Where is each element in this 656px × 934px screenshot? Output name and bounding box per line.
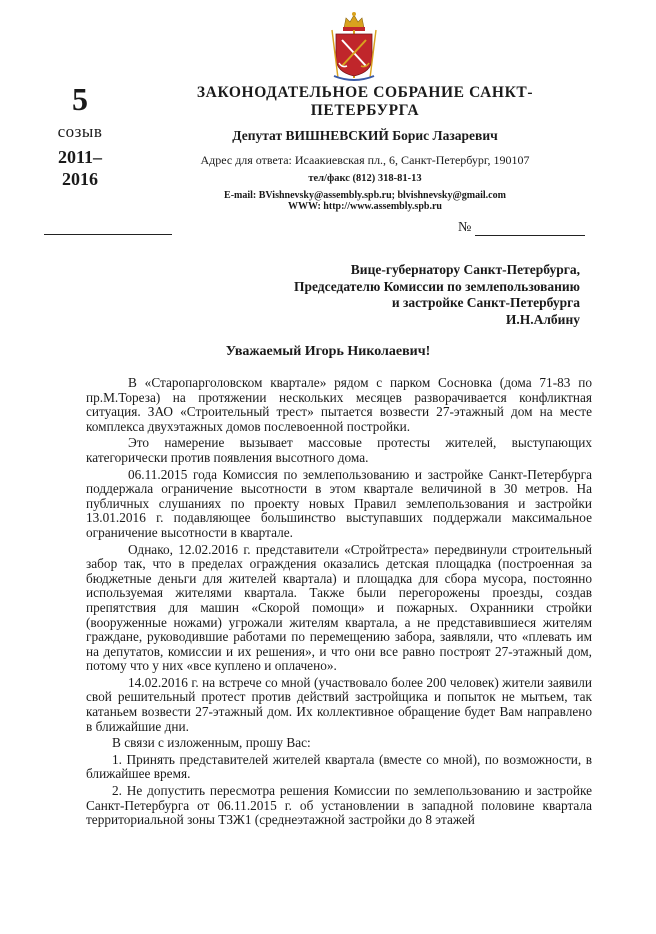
request-item: 1. Принять представителей жителей квартала (вместе со мной), по возможности, в ближайшее время. [86, 751, 592, 782]
number-sign: № [458, 220, 472, 235]
addressee-block [250, 262, 580, 328]
email-line: E-mail: BVishnevsky@assembly.spb.ru; blvishnevsky@gmail.com [224, 190, 506, 201]
paragraph: 14.02.2016 г. на встрече со мной (участвовало более 200 человек) жители заявили свой решительный протест против действий застройщика и попыток не мытьем, так катаньем возвести 27-этажный дом. Их коллективное обращение будет Вам направлено в ближайшие дни. [86, 674, 592, 734]
paragraph: В связи с изложенным, прошу Вас: [112, 735, 311, 751]
reply-address: Адрес для ответа: Исаакиевская пл., 6, Санкт-Петербург, 190107 [200, 153, 530, 167]
letter-body [86, 376, 592, 828]
convocation-years: 2011– 2016 [57, 147, 102, 189]
deputy-name: Депутат ВИШНЕВСКИЙ Борис Лазаревич [232, 128, 498, 143]
paragraph: В «Старопарголовском квартале» рядом с парком Сосновка (дома 71-83 по пр.М.Тореза) на протяжении нескольких месяцев разворачивается конфликтная ситуация. ЗАО «Строительный трест» пытается возвести 27-этажный дом на месте комплекса двухэтажных домов послевоенной постройки. [86, 375, 592, 434]
paragraph: 06.11.2015 года Комиссия по землепользованию и застройке Санкт-Петербурга поддержала ограничение высотности в этом квартале величиной в 30 метров. На публичных слушаниях по проекту новых Правил землепользования и застройки 13.01.2016 г. подавляющее большинство выступавших поддержали максимальное ограничение высотности в квартале. [86, 466, 592, 540]
addressee-line-3: и застройке Санкт-Петербурга [391, 295, 580, 310]
addressee-line-4: И.Н.Албину [505, 311, 580, 327]
addressee-line-1: Вице-губернатору Санкт-Петербурга, [350, 262, 580, 277]
paragraph: Однако, 12.02.2016 г. представители «Стройтреста» передвинули строительный забор так, что в пределах ограждения оказались детская площадка (построенная за бюджетные деньги для жителей квартала) и площадка для сбора мусора, постоянно используемая жителями квартала. Также были перегорожены проезды, создав препятствия для машин «Скорой помощи» и пожарных. Охранники стройки (вооруженные ножами) угрожали жителям квартала, а не представившиеся жителям граждане, руководившие работами по перемещению забора, заявляли, что «плевать им на депутатов, комиссии и их решения», и что они все равно построят 27-этажный дом, потому что у них «все куплено и оплачено». [86, 541, 592, 674]
letterhead [150, 84, 580, 212]
salutation: Уважаемый Игорь Николаевич! [225, 344, 431, 359]
registration-number [458, 218, 590, 236]
paragraph: Это намерение вызывает массовые протесты жителей, выступающих категорически против появления высотного дома. [86, 435, 592, 465]
convocation-word: созыв [57, 122, 103, 141]
convocation-number: 5 [72, 81, 88, 117]
convocation-block [20, 82, 140, 190]
website-line: WWW: http://www.assembly.spb.ru [288, 201, 442, 212]
assembly-name: ЗАКОНОДАТЕЛЬНОЕ СОБРАНИЕ САНКТ-ПЕТЕРБУРГА [196, 84, 534, 119]
phone-fax: тел/факс (812) 318-81-13 [308, 173, 422, 184]
request-item: 2. Не допустить пересмотра решения Комиссии по землепользованию и застройке Санкт-Петербурга от 06.11.2015 г. об установлении в западной половине квартала территориальной зоны ТЗЖ1 (среднеэтажной застройки до 8 этажей [86, 783, 592, 828]
registration-date-line [44, 234, 172, 235]
addressee-line-2: Председателю Комиссии по землепользованию [293, 278, 580, 294]
st-petersburg-coat-of-arms-icon [326, 10, 382, 82]
registration-number-line [475, 221, 585, 236]
